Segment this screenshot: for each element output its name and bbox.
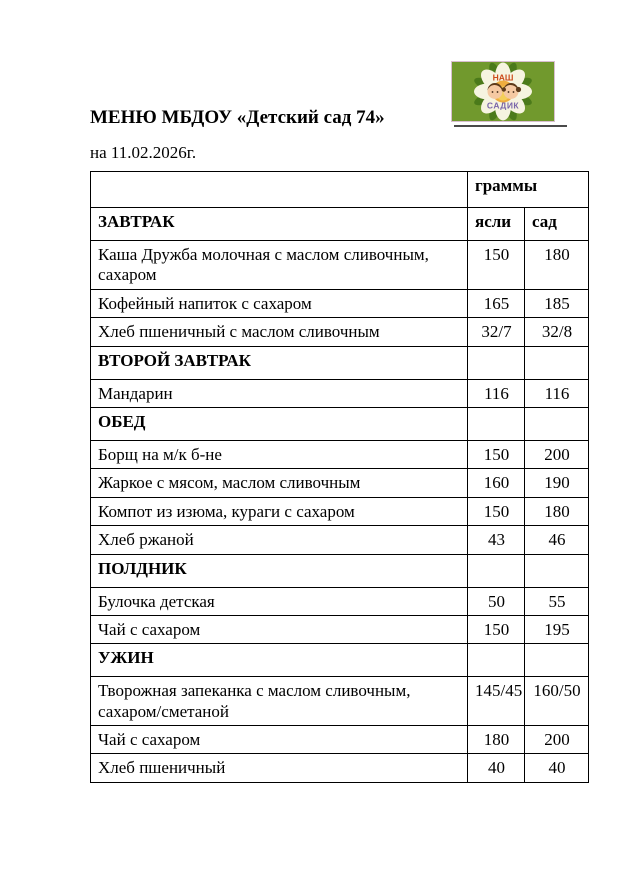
logo-text-top: НАШ: [492, 72, 514, 83]
dish-cell: Хлеб пшеничный с маслом сливочным: [91, 318, 468, 346]
yasli-cell: 32/7: [468, 318, 525, 346]
sad-cell: 185: [525, 289, 589, 317]
sad-cell: 40: [525, 754, 589, 782]
table-row: [91, 208, 589, 241]
dish-cell: Творожная запеканка с маслом сливочным, сахаром/сметаной: [91, 677, 468, 726]
dish-cell: Хлеб пшеничный: [91, 754, 468, 782]
menu-date: на 11.02.2026г.: [90, 143, 197, 162]
table-row: [91, 407, 589, 440]
table-row: [91, 754, 589, 782]
table-row: [91, 644, 589, 677]
yasli-cell: ясли: [468, 208, 525, 241]
grams-row: [91, 172, 589, 208]
sad-cell: 180: [525, 497, 589, 525]
yasli-cell: 43: [468, 526, 525, 554]
kindergarten-logo: [451, 61, 555, 122]
yasli-cell: 116: [468, 379, 525, 407]
dish-cell: Компот из изюма, кураги с сахаром: [91, 497, 468, 525]
yasli-cell: [468, 644, 525, 677]
dish-cell: Булочка детская: [91, 587, 468, 615]
grams-header-cell: граммы: [468, 172, 589, 208]
yasli-cell: 180: [468, 726, 525, 754]
yasli-cell: [468, 407, 525, 440]
sad-cell: [525, 644, 589, 677]
table-row: [91, 440, 589, 468]
table-row: [91, 526, 589, 554]
dish-cell: Чай с сахаром: [91, 726, 468, 754]
table-row: [91, 241, 589, 290]
sad-cell: 116: [525, 379, 589, 407]
yasli-cell: [468, 346, 525, 379]
yasli-cell: 165: [468, 289, 525, 317]
dish-cell: Чай с сахаром: [91, 615, 468, 643]
dish-cell: Хлеб ржаной: [91, 526, 468, 554]
sad-cell: [525, 554, 589, 587]
sad-cell: 46: [525, 526, 589, 554]
dish-cell: Жаркое с мясом, маслом сливочным: [91, 469, 468, 497]
yasli-cell: 50: [468, 587, 525, 615]
dish-cell: ОБЕД: [91, 407, 468, 440]
sad-cell: 180: [525, 241, 589, 290]
table-row: [91, 677, 589, 726]
table-row: [91, 587, 589, 615]
dish-cell: Кофейный напиток с сахаром: [91, 289, 468, 317]
table-row: [91, 497, 589, 525]
yasli-cell: 145/45: [468, 677, 525, 726]
sad-cell: 200: [525, 726, 589, 754]
yasli-cell: 40: [468, 754, 525, 782]
table-row: [91, 289, 589, 317]
table-row: [91, 469, 589, 497]
table-row: [91, 726, 589, 754]
sad-cell: 200: [525, 440, 589, 468]
grams-spacer-cell: [91, 172, 468, 208]
menu-table-body: [91, 172, 589, 783]
sad-cell: 55: [525, 587, 589, 615]
yasli-cell: 150: [468, 615, 525, 643]
dish-cell: УЖИН: [91, 644, 468, 677]
table-row: [91, 615, 589, 643]
sad-cell: 195: [525, 615, 589, 643]
sad-cell: 32/8: [525, 318, 589, 346]
yasli-cell: 160: [468, 469, 525, 497]
sad-cell: 190: [525, 469, 589, 497]
yasli-cell: 150: [468, 241, 525, 290]
table-row: [91, 346, 589, 379]
table-row: [91, 379, 589, 407]
menu-table: [90, 171, 589, 783]
dish-cell: ВТОРОЙ ЗАВТРАК: [91, 346, 468, 379]
table-row: [91, 554, 589, 587]
yasli-cell: 150: [468, 497, 525, 525]
dish-cell: ЗАВТРАК: [91, 208, 468, 241]
logo-underline: [454, 125, 567, 127]
sad-cell: [525, 407, 589, 440]
dish-cell: ПОЛДНИК: [91, 554, 468, 587]
dish-cell: Борщ на м/к б-не: [91, 440, 468, 468]
yasli-cell: [468, 554, 525, 587]
table-row: [91, 318, 589, 346]
menu-title: МЕНЮ МБДОУ «Детский сад 74»: [90, 107, 385, 128]
sad-cell: [525, 346, 589, 379]
yasli-cell: 150: [468, 440, 525, 468]
sad-cell: сад: [525, 208, 589, 241]
logo-text-bottom: САДИК: [486, 100, 520, 111]
sad-cell: 160/50: [525, 677, 589, 726]
dish-cell: Каша Дружба молочная с маслом сливочным, сахаром: [91, 241, 468, 290]
dish-cell: Мандарин: [91, 379, 468, 407]
